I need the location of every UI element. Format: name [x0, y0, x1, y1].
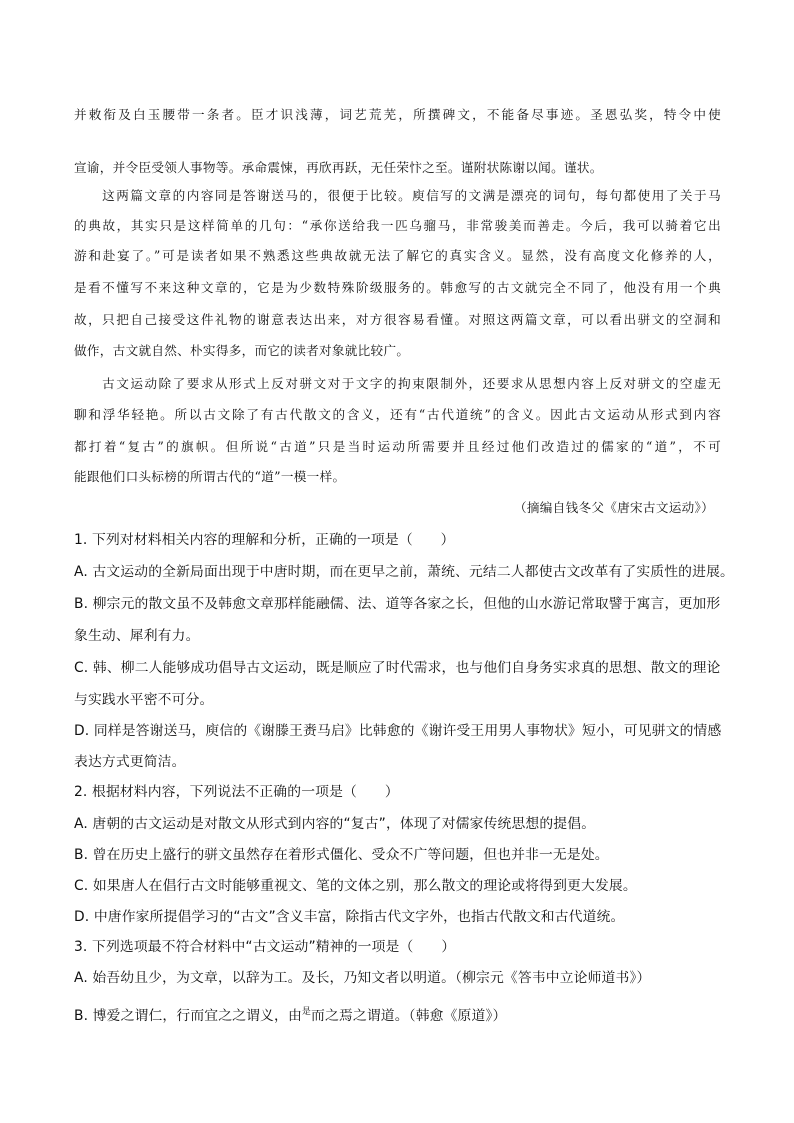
passage-source: （摘编自钱冬父《唐宋古文运动》） [514, 500, 714, 515]
passage-line: 做作，古文就自然、朴实得多，而它的读者对象就比较广。 [74, 343, 410, 358]
passage-line: 并敕衔及白玉腰带一条者。臣才识浅薄，词艺荒芜，所撰碑文，不能备尽事迹。圣恩弘奖，特令中使 [74, 107, 721, 122]
passage-line: 宣谕，并令臣受领人事物等。承命震悚，再欣再跃，无任荣忭之至。谨附状陈谢以闻。谨状。 [74, 160, 603, 175]
option-d-cont: 表达方式更简洁。 [74, 754, 186, 770]
option-b: B. 柳宗元的散文虽不及韩愈文章那样能融儒、法、道等各家之长，但他的山水游记常取譬于寓言，更加形 [74, 596, 721, 612]
question-stem: 3. 下列选项最不符合材料中“古文运动”精神的一项是（ ） [74, 939, 456, 955]
passage-line: 古文运动除了要求从形式上反对骈文对于文字的拘束限制外，还要求从思想内容上反对骈文的空虚无 [74, 376, 721, 391]
question-stem: 1. 下列对材料相关内容的理解和分析，正确的一项是（ ） [74, 532, 455, 548]
option-b-text: B. 博爱之谓仁，行而宜之之谓义，由 [74, 1008, 302, 1024]
option-c: C. 如果唐人在倡行古文时能够重视文、笔的文体之别，那么散文的理论或将得到更大发展。 [74, 878, 637, 894]
option-c: C. 韩、柳二人能够成功倡导古文运动，既是顺应了时代需求，也与他们自身务实求真的思想、散文的理论 [74, 660, 721, 676]
option-a: A. 唐朝的古文运动是对散文从形式到内容的“复古”，体现了对儒家传统思想的提倡。 [74, 816, 596, 832]
passage-line: 都打着“复古”的旗帜。但所说“古道”只是当时运动所需要并且经过他们改造过的儒家的“道”，不可 [74, 439, 721, 454]
option-d: D. 中唐作家所提倡学习的“古文”含义丰富，除指古代文字外，也指古代散文和古代道统。 [74, 909, 625, 925]
passage-line: 的典故，其实只是这样简单的几句：“承你送给我一匹乌骝马，非常骏美而善走。今后，我可以骑着它出 [74, 218, 721, 233]
option-b-text: 而之焉之谓道。（韩愈《原道》） [311, 1008, 507, 1024]
option-a: A. 古文运动的全新局面出现于中唐时期，而在更早之前，萧统、元结二人都使古文改革有了实质性的进展。 [74, 564, 734, 580]
option-b: B. 曾在历史上盛行的骈文虽然存在着形式僵化、受众不广等问题，但也并非一无是处。 [74, 847, 609, 863]
passage-line: 是看不懂写不来这种文章的，它是为少数特殊阶级服务的。韩愈写的古文就完全不同了，他没有用一个典 [74, 280, 721, 295]
option-c-cont: 与实践水平密不可分。 [74, 692, 214, 708]
passage-line: 聊和浮华轻艳。所以古文除了有古代散文的含义，还有“古代道统”的含义。因此古文运动从形式到内容 [74, 407, 721, 422]
option-b-cont: 象生动、犀利有力。 [74, 628, 200, 644]
passage-line: 故，只把自己接受这件礼物的谢意表达出来，对方很容易看懂。对照这两篇文章，可以看出骈文的空洞和 [74, 312, 721, 327]
option-a: A. 始吾幼且少，为文章，以辞为工。及长，乃知文者以明道。（柳宗元《答韦中立论师道书》） [74, 970, 651, 986]
passage-line: 这两篇文章的内容同是答谢送马的，很便于比较。庾信写的文满是漂亮的词句，每句都使用了关于马 [74, 188, 721, 203]
option-b [74, 1004, 506, 1024]
option-d: D. 同样是答谢送马，庾信的《谢滕王赉马启》比韩愈的《谢许受王用男人事物状》短小，可见骈文的情感 [74, 723, 722, 739]
passage-line: 能跟他们口头标榜的所谓古代的“道”一模一样。 [74, 469, 346, 484]
passage-line: 游和赴宴了。”可是读者如果不熟悉这些典故就无法了解它的真实含义。显然，没有高度文化修养的人， [74, 248, 721, 263]
inserted-character: 是 [301, 1007, 312, 1017]
question-stem: 2. 根据材料内容，下列说法不正确的一项是（ ） [74, 784, 399, 800]
